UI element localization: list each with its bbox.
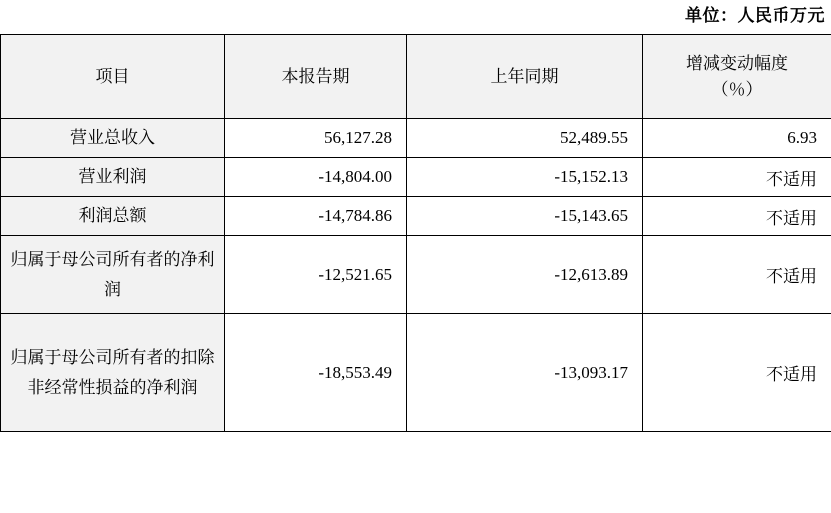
row-current-value: -14,804.00	[225, 158, 407, 197]
row-previous-value: 52,489.55	[407, 119, 643, 158]
row-label: 利润总额	[1, 197, 225, 236]
row-label: 营业总收入	[1, 119, 225, 158]
row-current-value: -12,521.65	[225, 236, 407, 314]
row-current-value: -14,784.86	[225, 197, 407, 236]
table-row	[1, 197, 831, 236]
column-header-item: 项目	[1, 35, 225, 119]
row-change-value: 不适用	[643, 158, 831, 197]
row-change-value: 不适用	[643, 236, 831, 314]
row-change-value: 不适用	[643, 314, 831, 432]
table-row	[1, 158, 831, 197]
row-label: 归属于母公司所有者的扣除非经常性损益的净利润	[1, 314, 225, 432]
row-current-value: -18,553.49	[225, 314, 407, 432]
column-header-change-rate-main: 增减变动幅度	[686, 53, 788, 73]
row-previous-value: -12,613.89	[407, 236, 643, 314]
column-header-current-period: 本报告期	[225, 35, 407, 119]
row-label: 归属于母公司所有者的净利润	[1, 236, 225, 314]
row-change-value: 不适用	[643, 197, 831, 236]
table-row	[1, 119, 831, 158]
table-header	[1, 35, 831, 119]
row-previous-value: -15,152.13	[407, 158, 643, 197]
table-body	[1, 119, 831, 432]
unit-note: 单位：人民币万元	[685, 6, 825, 25]
header-row	[1, 35, 831, 119]
row-change-value: 6.93	[643, 119, 831, 158]
column-header-change-rate	[643, 35, 831, 119]
financial-summary-table	[0, 34, 831, 432]
row-previous-value: -15,143.65	[407, 197, 643, 236]
table-row	[1, 314, 831, 432]
row-current-value: 56,127.28	[225, 119, 407, 158]
row-previous-value: -13,093.17	[407, 314, 643, 432]
column-header-change-rate-unit: （％）	[711, 79, 763, 99]
row-label: 营业利润	[1, 158, 225, 197]
column-header-previous-period: 上年同期	[407, 35, 643, 119]
table-row	[1, 236, 831, 314]
